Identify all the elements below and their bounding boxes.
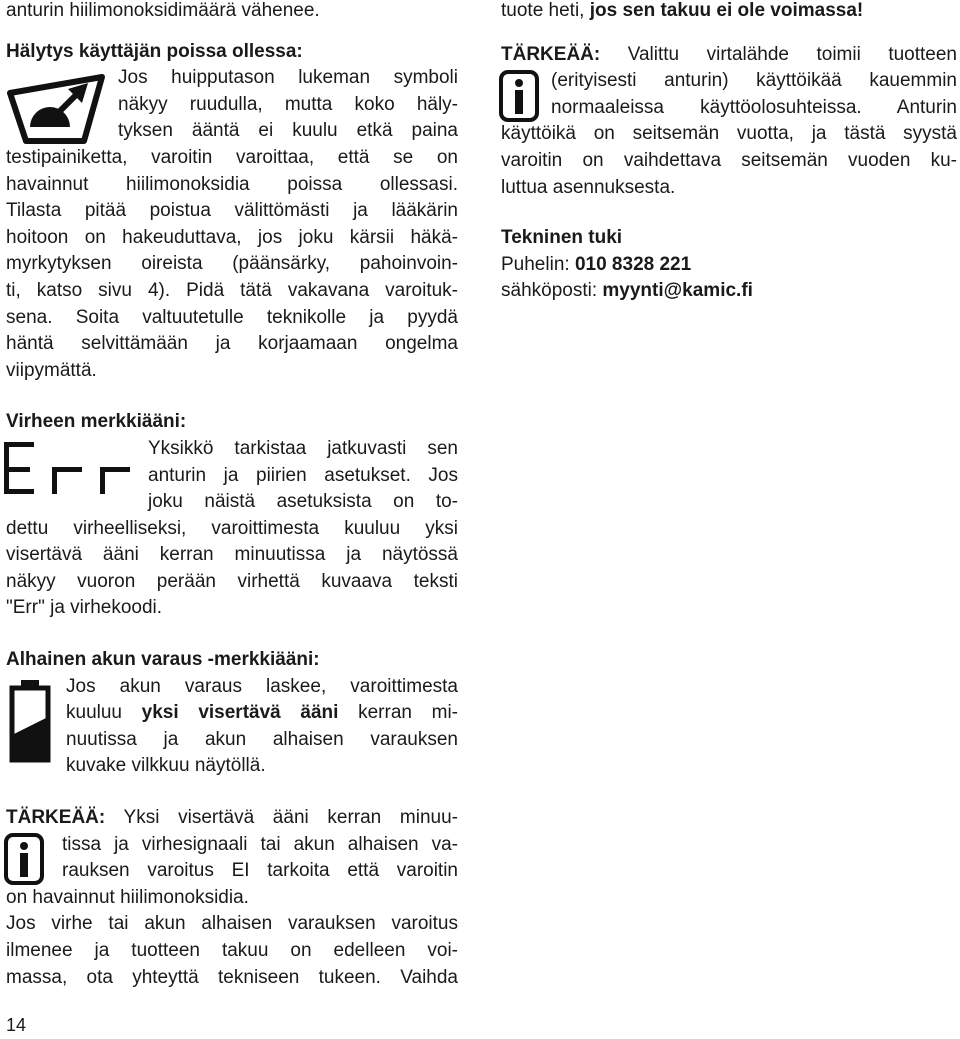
err-display-icon [2, 440, 134, 511]
left-column [6, 0, 458, 991]
error-beep-line: anturin ja piirien asetukset. Jos [148, 464, 458, 486]
alarm-absent-line: häntä selvittämään ja korjaamaan ongelma [6, 333, 458, 355]
important-line: massa, ota yhteyttä tekniseen tukeen. Vaihda [6, 966, 458, 988]
low-battery-icon [8, 678, 52, 773]
alarm-absent-line: ti, katso sivu 4). Pidä tätä vakavana varoituk- [6, 279, 458, 301]
error-beep-line: visertävä ääni kerran minuutissa ja näytössä [6, 544, 458, 566]
error-beep-line: näkyy vuoron perään virhettä kuvaava teksti [6, 570, 458, 592]
low-battery-text: kerran mi- [338, 702, 458, 724]
alarm-absent-section [6, 65, 458, 384]
alarm-absent-line: hoitoon on hakeuduttava, jos joku kärsii häkä- [6, 226, 458, 248]
error-beep-section [6, 436, 458, 622]
warranty-emphasis: jos sen takuu ei ole voimassa! [589, 0, 864, 21]
important-note-right [501, 42, 957, 202]
intro-text: anturin hiilimonoksidimäärä vähenee. [6, 0, 320, 21]
alarm-absent-heading: Hälytys käyttäjän poissa ollessa: [6, 40, 303, 62]
important-line: tissa ja virhesignaali tai akun alhaisen va- [62, 833, 458, 855]
support-email-line [501, 278, 957, 305]
email-address: myynti@kamic.fi [602, 280, 753, 302]
support-heading: Tekninen tuki [501, 227, 623, 249]
low-battery-section [6, 674, 458, 780]
right-column [501, 0, 957, 305]
info-icon [4, 833, 44, 894]
alarm-absent-line: sena. Soita valtuutetulle teknikolle ja pyydä [6, 306, 458, 328]
important-line: (erityisesti anturin) käyttöikää kauemmin [551, 70, 957, 92]
alarm-absent-line: havainnut hiilimonoksidia poissa ollessasi. [6, 173, 458, 195]
phone-label: Puhelin: [501, 253, 575, 275]
error-beep-heading: Virheen merkkiääni: [6, 411, 187, 433]
phone-number: 010 8328 221 [574, 253, 692, 275]
important-label: TÄRKEÄÄ: [6, 807, 106, 829]
error-beep-line: joku näistä asetuksista on to- [148, 491, 458, 513]
alarm-absent-line: tyksen ääntä ei kuulu etkä paina [118, 120, 458, 142]
error-beep-line: Yksikkö tarkistaa jatkuvasti sen [148, 437, 458, 459]
important-line: luttua asennuksesta. [501, 176, 676, 198]
important-line: varoitin on vaihdettava seitsemän vuoden ku- [501, 149, 957, 171]
page-number: 14 [6, 1015, 27, 1035]
important-line: käyttöikä on seitsemän vuotta, ja tästä syystä [501, 123, 957, 145]
important-text: Yksi visertävä ääni kerran minuu- [105, 807, 458, 829]
info-icon [499, 70, 539, 131]
peak-level-icon [4, 71, 108, 156]
low-battery-emphasis: yksi visertävä ääni [141, 702, 339, 724]
important-line: ilmenee ja tuotteen takuu on edelleen voi- [6, 940, 458, 961]
error-beep-line: dettu virheelliseksi, varoittimesta kuuluu yksi [6, 517, 458, 539]
alarm-absent-line: testipainiketta, varoitin varoittaa, että se on [6, 146, 458, 168]
important-line: on havainnut hiilimonoksidia. [6, 886, 249, 908]
alarm-absent-line: näkyy ruudulla, mutta koko häly- [118, 93, 458, 115]
important-note-left [6, 805, 458, 991]
warranty-text: tuote heti, [501, 0, 590, 21]
important-line: normaaleissa käyttöolosuhteissa. Anturin [551, 96, 957, 118]
alarm-absent-line: Jos huipputason lukeman symboli [118, 67, 458, 89]
error-beep-line: "Err" ja virhekoodi. [6, 597, 163, 619]
important-line: rauksen varoitus EI tarkoita että varoitin [62, 860, 458, 882]
support-phone-line [501, 252, 957, 279]
low-battery-line: kuvake vilkkuu näytöllä. [66, 755, 266, 777]
important-line [6, 805, 458, 832]
technical-support [501, 225, 957, 305]
important-line [501, 42, 957, 69]
alarm-absent-line: Tilasta pitää poistua välittömästi ja lääkärin [6, 200, 458, 222]
low-battery-line [66, 700, 458, 727]
alarm-absent-line: viipymättä. [6, 359, 97, 381]
alarm-absent-line: myrkytyksen oireista (päänsärky, pahoinvoin- [6, 253, 458, 275]
low-battery-heading: Alhainen akun varaus -merkkiääni: [6, 649, 320, 671]
low-battery-line: nuutissa ja akun alhaisen varauksen [66, 728, 458, 750]
low-battery-text: kuuluu [66, 702, 142, 724]
important-text: Valittu virtalähde toimii tuotteen [600, 43, 957, 65]
low-battery-line: Jos akun varaus laskee, varoittimesta [66, 675, 458, 697]
important-label: TÄRKEÄÄ: [501, 43, 601, 65]
important-line: Jos virhe tai akun alhaisen varauksen varoitus [6, 913, 458, 935]
warranty-line [501, 0, 957, 25]
email-label: sähköposti: [501, 280, 603, 302]
